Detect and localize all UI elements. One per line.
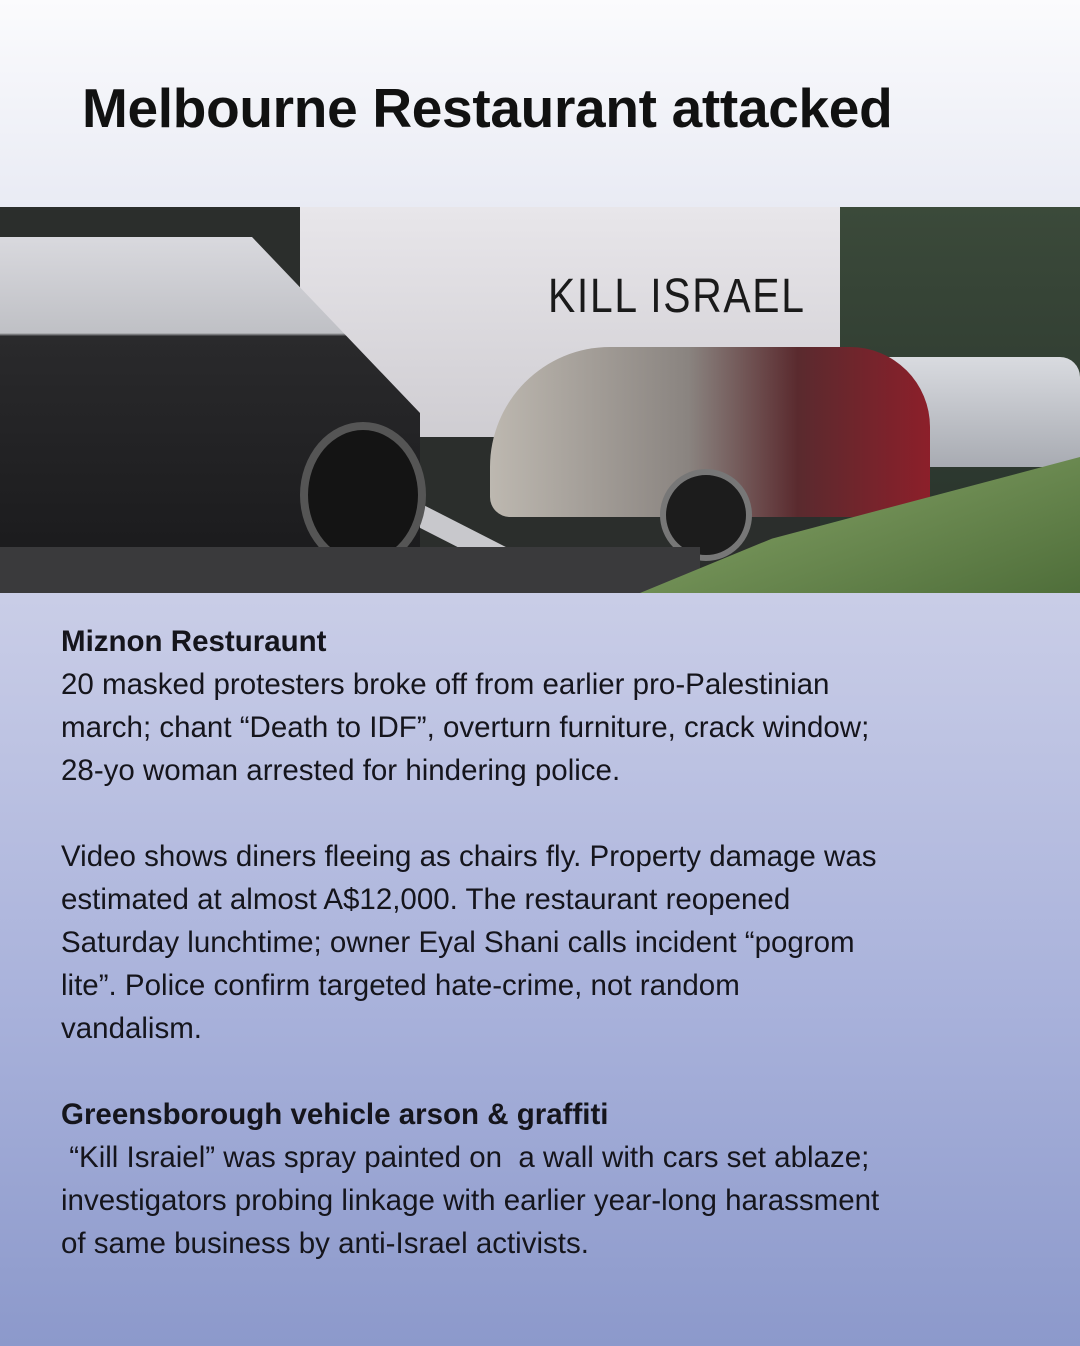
- text-line: 20 masked protesters broke off from earlier pro-Palestinian: [61, 668, 830, 701]
- section-heading-greensborough: Greensborough vehicle arson & graffiti: [61, 1098, 609, 1131]
- graffiti-text: KILL ISRAEL: [548, 270, 806, 323]
- text-line: investigators probing linkage with earlier year-long harassment: [61, 1184, 880, 1217]
- text-line: lite”. Police confirm targeted hate-crime, not random: [61, 969, 740, 1002]
- text-line: Saturday lunchtime; owner Eyal Shani calls incident “pogrom: [61, 926, 855, 959]
- road: [0, 547, 700, 593]
- text-line: of same business by anti-Israel activists.: [61, 1227, 589, 1260]
- paragraph: [61, 835, 1061, 1050]
- paragraph: [61, 1136, 1061, 1265]
- text-line: Video shows diners fleeing as chairs fly. Property damage was: [61, 840, 877, 873]
- paragraph: [61, 663, 1061, 792]
- text-line: march; chant “Death to IDF”, overturn furniture, crack window;: [61, 711, 870, 744]
- section-heading-miznon: Miznon Resturaunt: [61, 625, 327, 658]
- news-photo-burnt-car-on-tow-truck: [0, 207, 1080, 593]
- text-line: 28-yo woman arrested for hindering police.: [61, 754, 621, 787]
- text-line: vandalism.: [61, 1012, 203, 1045]
- text-line: estimated at almost A$12,000. The restaurant reopened: [61, 883, 791, 916]
- text-line: “Kill Israiel” was spray painted on a wall with cars set ablaze;: [61, 1141, 870, 1174]
- page-title: Melbourne Restaurant attacked: [82, 77, 893, 139]
- article-body: [61, 620, 1061, 1265]
